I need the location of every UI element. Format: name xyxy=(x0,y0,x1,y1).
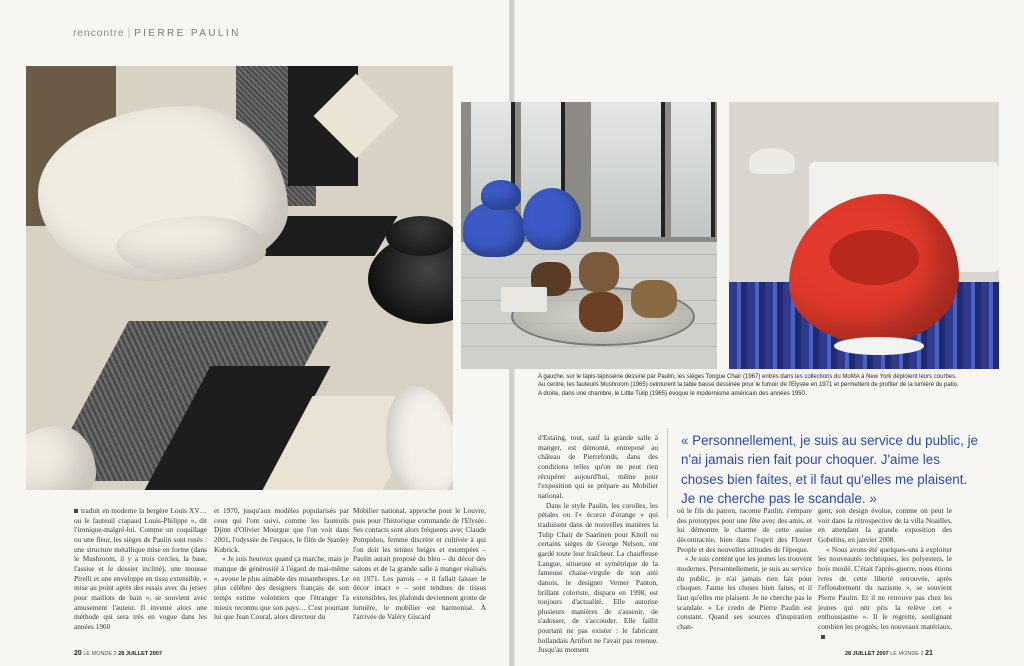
black-bowl xyxy=(386,216,453,256)
mushroom-chair xyxy=(463,202,525,257)
paragraph xyxy=(818,545,952,642)
page-number: 20 xyxy=(74,650,82,657)
tulip-seat xyxy=(829,230,919,285)
pottery xyxy=(631,280,677,318)
pottery xyxy=(579,292,623,332)
issue-date: 28 JUILLET 2007 xyxy=(845,651,889,657)
paragraph-text: traduit en moderne la bergère Louis XV… ou le fauteuil crapaud Louis-Philippe », dit l'ironique-malgré-lui. Comme un coquillage ou une fleur, les sièges de Paulin sont rusés : une structure métallique mise en forme (dans le Mushroom, il y a trois cercles, la base, l'assise et le dossier incliné), une mousse Pirelli et une enveloppe en tissu extensible. « mise au point après des essais avec du jersey pour maillots de bain », se souvient avec amusement l'auteur. Il invente alors une méthode qui sera très en vogue dans les années 1960 xyxy=(74,506,207,631)
paragraph: Mobilier national, approche pour le Louvre, puis pour l'historique commande de l'Elysée. Ses contacts sont alors fréquents avec Claude Pompidou, femme discrète et cultivée à qui l'on doit les teintes beiges et estompées – Paulin aurait proposé du bleu – du décor des salons et de la grande salle à manger réalisés en 1971. Les parois – « il fallait laisser le décor intact » – sont tendues de tissus extensibles, les plafonds deviennent grotte de lumière, le mobilier est harmonisé. À l'arrivée de Valéry Giscard xyxy=(353,506,486,622)
paragraph xyxy=(74,506,207,632)
paragraph: « Je suis content que les jeunes les trouvent modernes. Personnellement, je suis au service du public, je n'ai jamais rien fait pour choquer. J'aime les choses bien faites, et il faut qu'elles me plaisent. Je ne cherche pas le scandale. » Le credo de Pierre Paulin est constant. Quand ses sources d'inspiration chan- xyxy=(677,554,812,631)
window-pane xyxy=(671,102,715,237)
caption-line: A gauche, sur le tapis-tapisserie dessiné par Paulin, les sièges Tongue Chair (1967) entrés dans les collections du MoMA à New York déploient leurs courbes. xyxy=(538,374,957,380)
mushroom-chair xyxy=(481,180,521,210)
subject-name: PIERRE PAULIN xyxy=(134,28,241,39)
right-column-1 xyxy=(538,433,658,655)
photo-tongue-chair xyxy=(26,66,453,490)
quote-rule xyxy=(667,428,668,518)
folio-left xyxy=(74,650,162,657)
magazine-name: LE MONDE 2 xyxy=(83,651,117,657)
section-label: rencontre xyxy=(73,27,125,39)
folio-right xyxy=(845,650,933,657)
left-column-2 xyxy=(214,506,349,622)
lamp xyxy=(749,148,795,174)
right-column-2 xyxy=(677,506,812,632)
photo-caption xyxy=(538,373,978,398)
page-number: 21 xyxy=(925,650,933,657)
issue-date: 28 JUILLET 2007 xyxy=(118,651,162,657)
photo-mushroom-chairs xyxy=(461,102,717,369)
pull-quote: « Personnellement, je suis au service du public, je n'ai jamais rien fait pour choquer. J'aime les choses bien faites, et il faut qu'elles me plaisent. Je ne cherche pas le scandale. » xyxy=(681,433,978,507)
mushroom-chair xyxy=(523,188,581,250)
magazine-name: LE MONDE 2 xyxy=(890,651,924,657)
section-header xyxy=(73,27,241,39)
paragraph: gent, son design évolue, comme on peut le voir dans la rétrospective de la villa Noailles, en attendant la grande exposition des Gobelins, en janvier 2008. xyxy=(818,506,952,544)
book xyxy=(501,287,547,312)
paragraph: d'Estaing, tout, sauf la grande salle à manger, est démonté, entreposé au château de Pierrefonds, dans des conditions telles qu'on ne peut rien récupérer aujourd'hui, même pour l'exposition qui se prépare au Mobilier national. xyxy=(538,433,658,500)
end-square xyxy=(821,635,825,639)
window-pane xyxy=(591,102,665,237)
paragraph: où le fils du patron, raconte Paulin, s'empare des prototypes pour une fête avec des amis, et lui démontre le charme de cette assise décontractée, bien dans l'esprit des Flower People et des nouvelles attitudes de l'époque. xyxy=(677,506,812,554)
tongue-chair-lip xyxy=(116,216,266,276)
left-column-1 xyxy=(74,506,207,632)
photo-little-tulip xyxy=(729,102,999,369)
paragraph: « Je suis heureux quand ça marche, mais je manque de générosité à l'égard de mai-même », avoue le plus aimable des misanthropes. Le plus célèbre des designers français de son temps estime volontiers que l'étranger l'a mieux reconnu que son pays… C'est pourtant lui que Jean Coural, alors directeur du xyxy=(214,554,349,622)
bullet-square xyxy=(74,509,78,513)
tulip-base xyxy=(834,337,924,355)
paragraph-text: « Nous avons été quelques-uns à exploiter les nouveautés techniques, les polyesters, le bois moulé. C'était l'après-guerre, nous étions ivres de cette liberté retrouvée, après l'effondrement du nazisme », se souvient Pierre Paulin. Et il ne retrouve pas chez les jeunes qui ont pris la relève cet « enthousiasme ». Il le regrette, soulignant combien les progrès, les nouveaux matériaux, xyxy=(818,544,952,631)
caption-line: A droite, dans une chambre, le Little Tulip (1965) évoque le modernisme américain des années 1950. xyxy=(538,390,807,397)
left-column-3 xyxy=(353,506,486,622)
pottery xyxy=(579,252,619,292)
paragraph: Dans le style Paulin, les corolles, les pétales ou l'« écorce d'orange » qui traduisent dans de nouvelles matières la Tulip Chair de Saarinen pour Knoll ou certains sièges de George Nelson, ont gardé toute leur fraîcheur. La chauffeuse Langue, sinueuse et symétrique de la fameuse chaise-virgule de son ami danois, le designer Verner Panton, brillant coloriste, disparu en 1998, est toujours d'actualité. Elle autorise plusieurs manières de s'asseoir, de s'adosser, de s'accouder. Elle faillit pourtant ne pas exister : le fabricant hollandais Artifort ne l'avait pas retenue. Jusqu'au moment xyxy=(538,500,658,655)
paragraph: et 1970, jusqu'aux modèles popularisés par ceux qui l'ont suivi, comme les fauteuils Djinn d'Olivier Mourgue que l'on voit dans 2001, l'odyssée de l'espace, le film de Stanley Kubrick. xyxy=(214,506,349,554)
caption-line: Au centre, les fauteuils Mushroom (1965) ceinturent la table basse dessinée pour le fumoir de l'Elysée en 1971 et permettent de profiter de la lumière du patio. xyxy=(538,382,959,389)
right-column-3 xyxy=(818,506,952,641)
header-separator: | xyxy=(127,27,132,39)
